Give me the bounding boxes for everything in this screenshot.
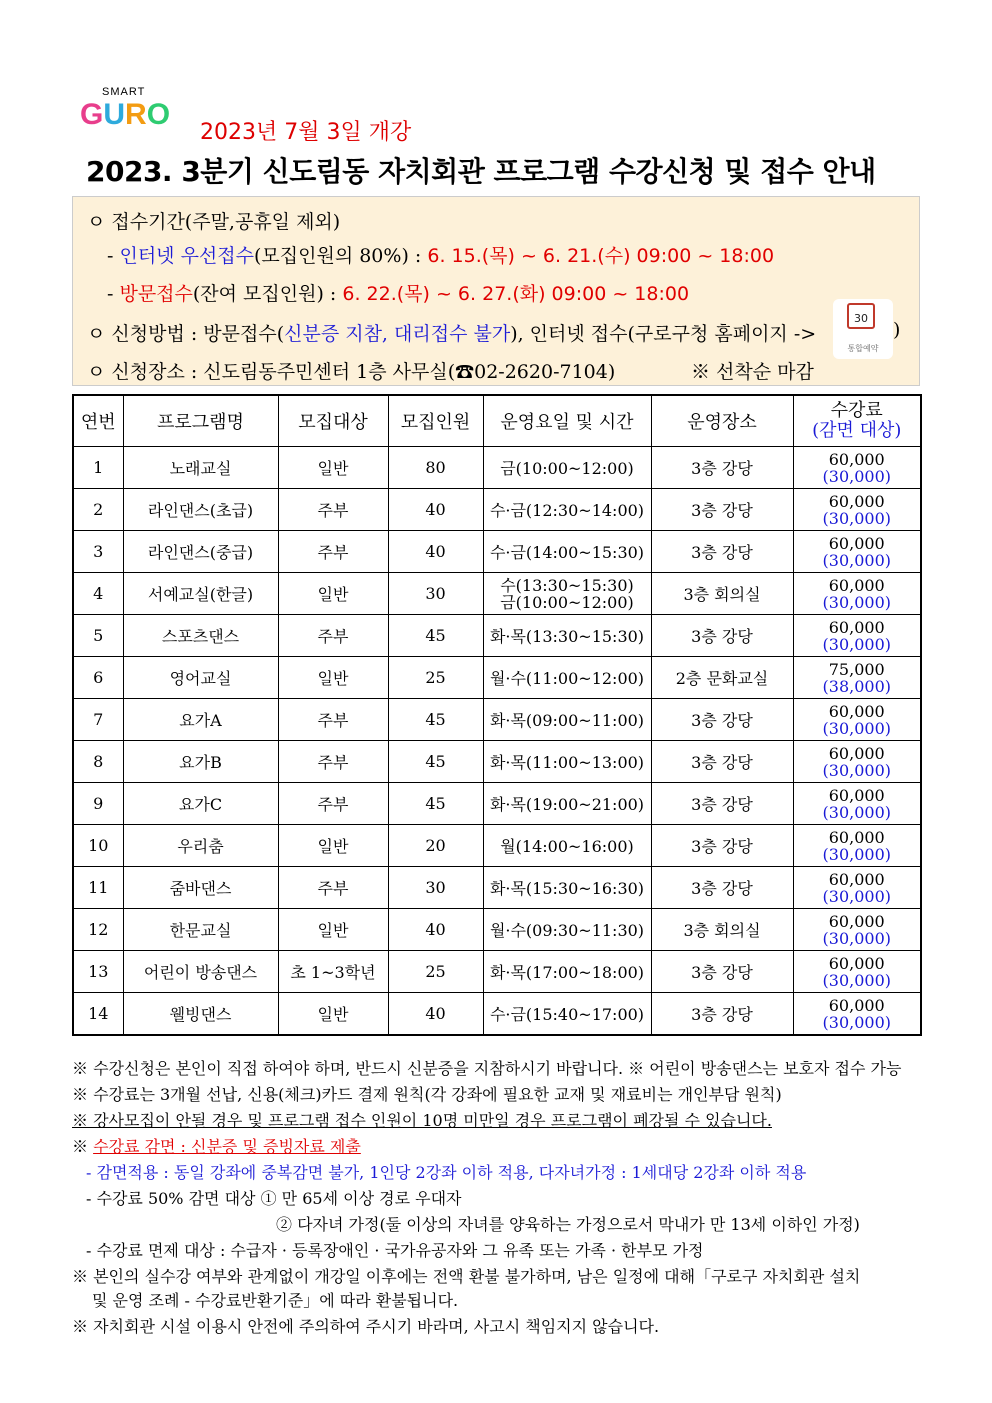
row-fee-reduced: (30,000) (822, 928, 891, 948)
row-no: 1 (73, 447, 123, 489)
row-count: 30 (388, 867, 483, 909)
page-title: 2023. 3분기 신도림동 자치회관 프로그램 수강신청 및 접수 안내 (86, 155, 876, 188)
table-row (73, 867, 921, 909)
row-fee-amount: 60,000 (828, 617, 885, 637)
row-fee-amount: 60,000 (828, 449, 885, 469)
calendar-caption: 통합예약 (847, 344, 879, 353)
table-header-row (73, 395, 921, 447)
row-time: 수·금(12:30~14:00) (483, 489, 651, 531)
row-fee (793, 615, 921, 657)
place-line: ㅇ 신청장소 : 신도림동주민센터 1층 사무실(☎02-2620-7104) (87, 361, 616, 383)
row-fee-reduced: (30,000) (822, 802, 891, 822)
header-place: 운영장소 (651, 395, 793, 447)
row-fee-reduced: (30,000) (822, 466, 891, 486)
internet-dates: 6. 15.(목) ~ 6. 21.(수) 09:00 ~ 18:00 (427, 245, 775, 267)
row-fee (793, 741, 921, 783)
row-place: 3층 강당 (651, 993, 793, 1036)
row-target: 초 1~3학년 (278, 951, 388, 993)
row-no: 11 (73, 867, 123, 909)
row-count: 45 (388, 699, 483, 741)
row-count: 25 (388, 657, 483, 699)
row-target: 주부 (278, 489, 388, 531)
note-6: - 수강료 50% 감면 대상 ① 만 65세 이상 경로 우대자 (86, 1189, 462, 1208)
row-name: 웰빙댄스 (123, 993, 278, 1036)
row-name: 요가C (123, 783, 278, 825)
logo-smart-text: SMART (102, 86, 146, 98)
method-blue: 신분증 지참, 대리접수 불가 (284, 323, 511, 345)
table-row (73, 951, 921, 993)
row-time: 금(10:00~12:00) (483, 447, 651, 489)
row-fee-amount: 60,000 (828, 911, 885, 931)
row-count: 40 (388, 993, 483, 1036)
row-fee (793, 489, 921, 531)
row-time: 화·목(09:00~11:00) (483, 699, 651, 741)
table-row (73, 573, 921, 615)
header-fee (793, 395, 921, 447)
calendar-icon: 30 (847, 303, 875, 329)
row-count: 45 (388, 615, 483, 657)
internet-note: (모집인원의 80%) : (254, 245, 428, 267)
header-no: 연번 (73, 395, 123, 447)
row-count: 40 (388, 489, 483, 531)
row-fee-amount: 75,000 (828, 659, 885, 679)
row-fee (793, 825, 921, 867)
table-row (73, 825, 921, 867)
fee-header: 수강료 (830, 400, 883, 421)
row-fee-amount: 60,000 (828, 953, 885, 973)
row-place: 3층 강당 (651, 825, 793, 867)
row-count: 45 (388, 783, 483, 825)
row-fee-amount: 60,000 (828, 785, 885, 805)
row-target: 일반 (278, 909, 388, 951)
row-place: 3층 강당 (651, 447, 793, 489)
row-fee (793, 657, 921, 699)
visit-label: 방문접수 (119, 283, 193, 305)
row-no: 12 (73, 909, 123, 951)
row-count: 30 (388, 573, 483, 615)
period-label: ㅇ 접수기간(주말,공휴일 제외) (87, 211, 341, 233)
row-no: 2 (73, 489, 123, 531)
row-count: 25 (388, 951, 483, 993)
table-row (73, 657, 921, 699)
header-target: 모집대상 (278, 395, 388, 447)
header-name: 프로그램명 (123, 395, 278, 447)
row-name: 서예교실(한글) (123, 573, 278, 615)
row-place: 3층 강당 (651, 489, 793, 531)
row-place: 3층 회의실 (651, 573, 793, 615)
note-3: ※ 강사모집이 안될 경우 및 프로그램 접수 인원이 10명 미만일 경우 프로그램이 폐강될 수 있습니다. (72, 1111, 772, 1130)
row-fee-amount: 60,000 (828, 701, 885, 721)
row-target: 일반 (278, 447, 388, 489)
note-7: ② 다자녀 가정(둘 이상의 자녀를 양육하는 가정으로서 막내가 만 13세 이하인 가정) (276, 1215, 860, 1234)
row-fee-reduced: (38,000) (822, 676, 891, 696)
row-place: 3층 회의실 (651, 909, 793, 951)
row-no: 4 (73, 573, 123, 615)
row-fee-amount: 60,000 (828, 869, 885, 889)
row-time: 화·목(15:30~16:30) (483, 867, 651, 909)
row-time: 화·목(17:00~18:00) (483, 951, 651, 993)
internet-line: - 인터넷 우선접수(모집인원의 80%) : 6. 15.(목) ~ 6. 21.(수) 09:00 ~ 18:00 (107, 245, 775, 267)
row-fee (793, 531, 921, 573)
row-fee-reduced: (30,000) (822, 760, 891, 780)
row-time: 월·수(11:00~12:00) (483, 657, 651, 699)
row-target: 일반 (278, 657, 388, 699)
table-row (73, 783, 921, 825)
row-fee (793, 447, 921, 489)
note-10: 및 운영 조례 - 수강료반환기준」에 따라 환불됩니다. (92, 1291, 459, 1310)
row-time-line: 수(13:30~15:30) (500, 575, 634, 595)
row-time: 화·목(19:00~21:00) (483, 783, 651, 825)
table-row (73, 489, 921, 531)
table-row (73, 615, 921, 657)
row-time: 화·목(13:30~15:30) (483, 615, 651, 657)
row-place: 2층 문화교실 (651, 657, 793, 699)
row-name: 라인댄스(초급) (123, 489, 278, 531)
row-fee-amount: 60,000 (828, 827, 885, 847)
row-name: 라인댄스(중급) (123, 531, 278, 573)
row-target: 주부 (278, 615, 388, 657)
visit-dates: 6. 22.(목) ~ 6. 27.(화) 09:00 ~ 18:00 (342, 283, 690, 305)
row-place: 3층 강당 (651, 951, 793, 993)
row-time: 수·금(15:40~17:00) (483, 993, 651, 1036)
row-fee-reduced: (30,000) (822, 718, 891, 738)
row-no: 6 (73, 657, 123, 699)
row-fee (793, 699, 921, 741)
visit-note: (잔여 모집인원) : (192, 283, 343, 305)
note-2: ※ 수강료는 3개월 선납, 신용(체크)카드 결제 원칙(각 강좌에 필요한 교재 및 재료비는 개인부담 원칙) (72, 1085, 782, 1104)
row-fee-amount: 60,000 (828, 491, 885, 511)
row-fee-amount: 60,000 (828, 533, 885, 553)
row-time: 월·수(09:30~11:30) (483, 909, 651, 951)
method-line (87, 319, 816, 346)
method-close: ) (893, 319, 901, 341)
row-name: 우리춤 (123, 825, 278, 867)
row-no: 13 (73, 951, 123, 993)
row-fee-reduced: (30,000) (822, 1012, 891, 1032)
row-fee-amount: 60,000 (828, 575, 885, 595)
row-name: 요가B (123, 741, 278, 783)
table-row (73, 447, 921, 489)
logo-guro-text: GURO (80, 98, 171, 131)
fee-header-sub: (감면 대상) (812, 420, 902, 441)
table-row (73, 909, 921, 951)
row-count: 20 (388, 825, 483, 867)
row-time: 월(14:00~16:00) (483, 825, 651, 867)
row-fee-amount: 60,000 (828, 743, 885, 763)
program-table (72, 394, 922, 1036)
row-fee (793, 783, 921, 825)
row-time: 수·금(14:00~15:30) (483, 531, 651, 573)
row-name: 어린이 방송댄스 (123, 951, 278, 993)
row-time-line: 금(10:00~12:00) (500, 592, 634, 612)
smart-guro-logo (80, 86, 190, 142)
row-count: 40 (388, 909, 483, 951)
row-fee (793, 867, 921, 909)
row-target: 주부 (278, 741, 388, 783)
opening-date: 2023년 7월 3일 개강 (200, 120, 412, 145)
integrated-reservation-icon[interactable] (833, 299, 893, 359)
row-fee-reduced: (30,000) (822, 634, 891, 654)
row-fee-reduced: (30,000) (822, 844, 891, 864)
row-name: 요가A (123, 699, 278, 741)
row-target: 일반 (278, 825, 388, 867)
table-row (73, 699, 921, 741)
row-fee-reduced: (30,000) (822, 886, 891, 906)
row-no: 14 (73, 993, 123, 1036)
visit-line: - 방문접수(잔여 모집인원) : 6. 22.(목) ~ 6. 27.(화) 09:00 ~ 18:00 (107, 283, 690, 305)
row-fee-amount: 60,000 (828, 995, 885, 1015)
row-count: 80 (388, 447, 483, 489)
note-1: ※ 수강신청은 본인이 직접 하여야 하며, 반드시 신분증을 지참하시기 바랍니다. ※ 어린이 방송댄스는 보호자 접수 가능 (72, 1059, 902, 1078)
note-5: - 감면적용 : 동일 강좌에 중복감면 불가, 1인당 2강좌 이하 적용, 다자녀가정 : 1세대당 2강좌 이하 적용 (86, 1163, 807, 1182)
row-place: 3층 강당 (651, 699, 793, 741)
row-no: 5 (73, 615, 123, 657)
row-name: 노래교실 (123, 447, 278, 489)
row-place: 3층 강당 (651, 867, 793, 909)
row-place: 3층 강당 (651, 783, 793, 825)
method-suffix: ), 인터넷 접수(구로구청 홈페이지 -> (510, 323, 817, 345)
row-name: 영어교실 (123, 657, 278, 699)
row-place: 3층 강당 (651, 741, 793, 783)
row-time: 화·목(11:00~13:00) (483, 741, 651, 783)
method-prefix: ㅇ 신청방법 : 방문접수( (87, 323, 285, 345)
table-row (73, 993, 921, 1036)
row-target: 주부 (278, 531, 388, 573)
note-9: ※ 본인의 실수강 여부와 관계없이 개강일 이후에는 전액 환불 불가하며, 남은 일정에 대해「구로구 자치회관 설치 (72, 1267, 861, 1286)
row-fee-reduced: (30,000) (822, 592, 891, 612)
row-fee (793, 909, 921, 951)
row-fee-reduced: (30,000) (822, 970, 891, 990)
info-box (72, 196, 920, 386)
row-name: 한문교실 (123, 909, 278, 951)
row-fee (793, 993, 921, 1036)
row-no: 8 (73, 741, 123, 783)
row-no: 7 (73, 699, 123, 741)
row-target: 일반 (278, 993, 388, 1036)
header-time: 운영요일 및 시간 (483, 395, 651, 447)
row-target: 주부 (278, 867, 388, 909)
row-fee (793, 573, 921, 615)
note-8: - 수강료 면제 대상 : 수급자 · 등록장애인 · 국가유공자와 그 유족 또는 가족 · 한부모 가정 (86, 1241, 704, 1260)
row-fee-reduced: (30,000) (822, 508, 891, 528)
internet-label: 인터넷 우선접수 (119, 245, 254, 267)
row-no: 3 (73, 531, 123, 573)
row-count: 40 (388, 531, 483, 573)
note-11: ※ 자치회관 시설 이용시 안전에 주의하여 주시기 바라며, 사고시 책임지지 않습니다. (72, 1317, 660, 1336)
row-target: 일반 (278, 573, 388, 615)
row-time (483, 573, 651, 615)
row-fee-reduced: (30,000) (822, 550, 891, 570)
table-row (73, 531, 921, 573)
row-no: 9 (73, 783, 123, 825)
first-come: ※ 선착순 마감 (691, 361, 814, 383)
row-target: 주부 (278, 699, 388, 741)
row-count: 45 (388, 741, 483, 783)
header-count: 모집인원 (388, 395, 483, 447)
row-no: 10 (73, 825, 123, 867)
row-target: 주부 (278, 783, 388, 825)
row-place: 3층 강당 (651, 615, 793, 657)
row-name: 줌바댄스 (123, 867, 278, 909)
note-4 (72, 1134, 361, 1157)
row-place: 3층 강당 (651, 531, 793, 573)
note-4-text: 수강료 감면 : 신분증 및 증빙자료 제출 (93, 1137, 361, 1156)
note-4-prefix: ※ (72, 1137, 94, 1156)
row-name: 스포츠댄스 (123, 615, 278, 657)
table-row (73, 741, 921, 783)
row-fee (793, 951, 921, 993)
